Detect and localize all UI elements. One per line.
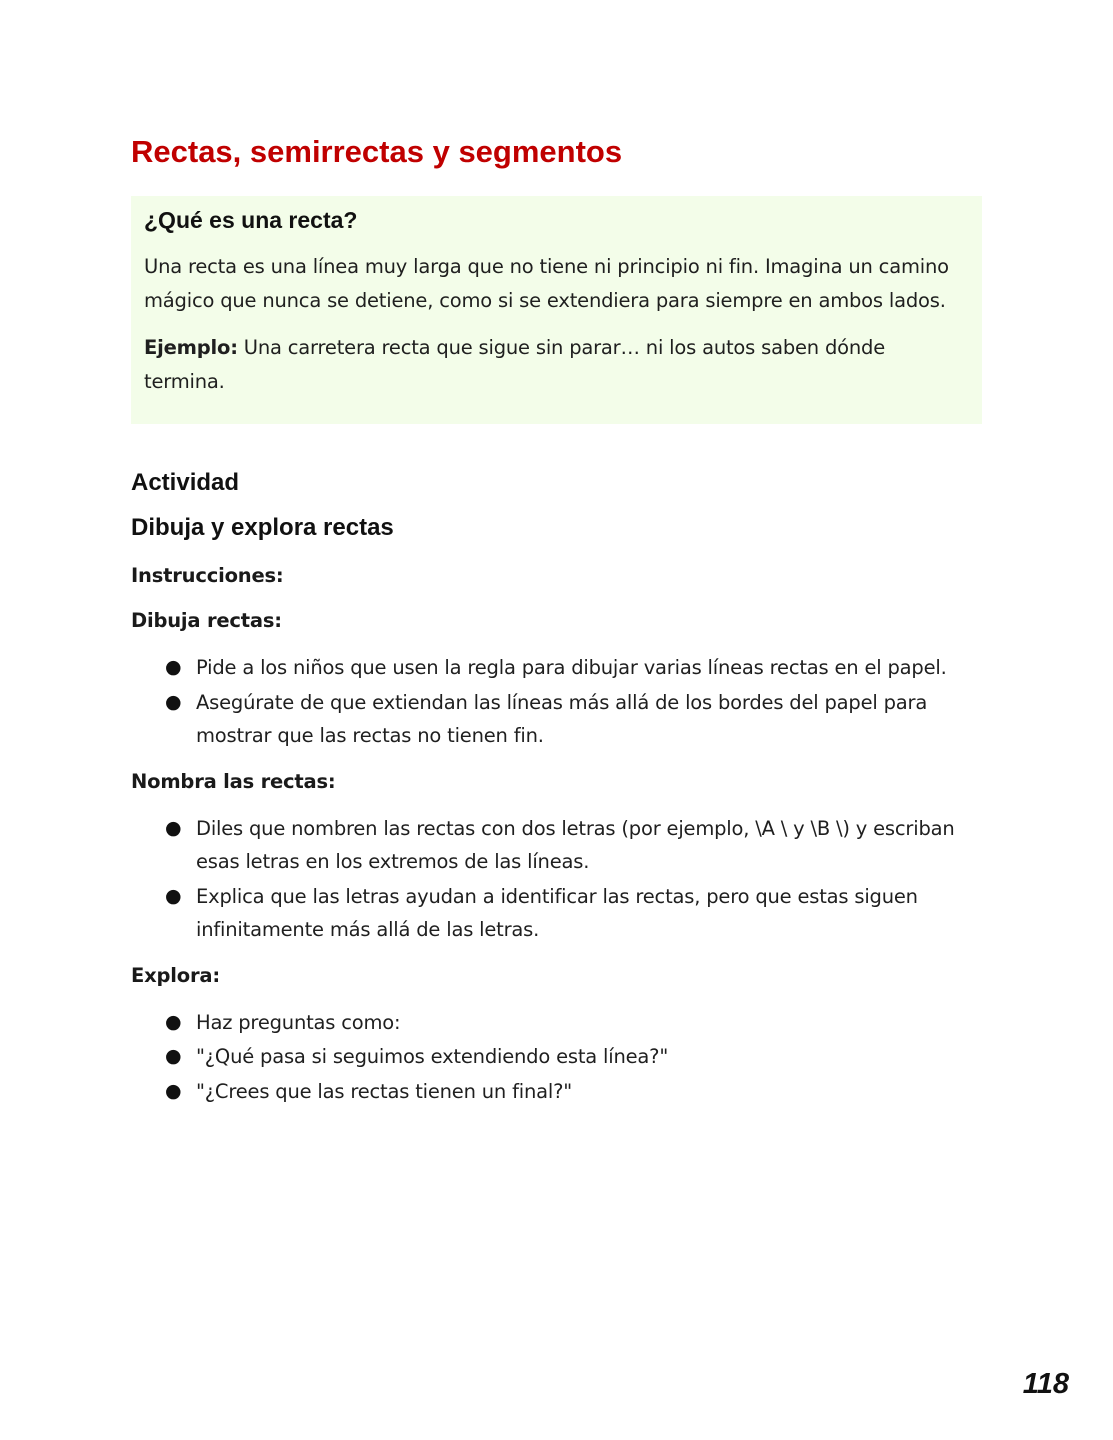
list-item-text: "¿Qué pasa si seguimos extendiendo esta línea?": [196, 1045, 669, 1068]
list-item: [131, 1040, 982, 1074]
list-item-text: Diles que nombren las rectas con dos letras (por ejemplo, \A \ y \B \) y escriban esas letras en los extremos de las líneas.: [196, 816, 955, 873]
section-label-dibuja: Dibuja rectas:: [131, 609, 282, 632]
list-item-text: Asegúrate de que extiendan las líneas más allá de los bordes del papel para mostrar que las rectas no tienen fin.: [196, 690, 928, 747]
section-label-explora: Explora:: [131, 963, 220, 987]
list-item-text: Pide a los niños que usen la regla para dibujar varias líneas rectas en el papel.: [196, 656, 947, 679]
list-item: [131, 651, 982, 685]
page-content: [131, 132, 982, 1109]
activity-subheading: Dibuja y explora rectas: [131, 514, 394, 541]
instructions-label: Instrucciones:: [131, 564, 284, 587]
bullet-icon: ●: [165, 1079, 182, 1102]
list-item: [131, 812, 982, 879]
bullet-list-dibuja: [131, 651, 982, 753]
definition-heading: ¿Qué es una recta?: [144, 207, 358, 233]
list-item: [131, 686, 982, 753]
bullet-icon: ●: [165, 656, 182, 678]
list-item: [131, 1006, 982, 1040]
definition-box: [131, 196, 982, 424]
bullet-list-explora: [131, 1006, 982, 1109]
bullet-list-nombra: [131, 812, 982, 947]
bullet-icon: ●: [165, 1010, 182, 1033]
bullet-icon: ●: [165, 1045, 182, 1067]
section-label-nombra: Nombra las rectas:: [131, 769, 336, 793]
page-title: Rectas, semirrectas y segmentos: [131, 134, 623, 169]
list-item: [131, 1075, 982, 1109]
bullet-icon: ●: [165, 816, 182, 839]
example-label: Ejemplo:: [144, 336, 238, 359]
list-item: [131, 880, 982, 947]
example-text: Una carretera recta que sigue sin parar… ni los autos saben dónde termina.: [144, 336, 886, 393]
definition-paragraph: Una recta es una línea muy larga que no tiene ni principio ni fin. Imagina un camino mágico que nunca se detiene, como si se extendiera para siempre en ambos lados.: [144, 255, 949, 312]
list-item-text: Haz preguntas como:: [196, 1010, 401, 1034]
list-item-text: Explica que las letras ayudan a identificar las rectas, pero que estas siguen infinitamente más allá de las letras.: [196, 884, 918, 941]
list-item-text: "¿Crees que las rectas tienen un final?": [196, 1079, 573, 1103]
activity-heading: Actividad: [131, 469, 240, 496]
bullet-icon: ●: [165, 884, 182, 907]
bullet-icon: ●: [165, 690, 182, 713]
definition-example: [144, 331, 969, 398]
page-number: 118: [1022, 1368, 1069, 1400]
